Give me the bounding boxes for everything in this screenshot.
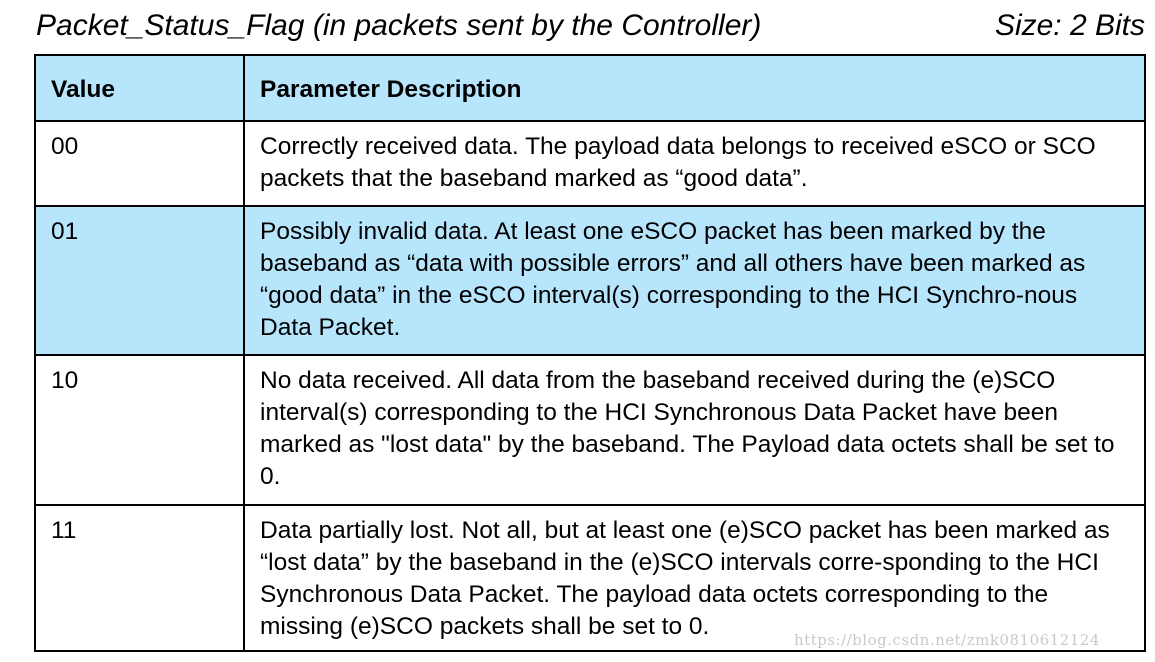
table-row	[35, 121, 1145, 206]
field-size: Size: 2 Bits	[994, 9, 1145, 42]
table-row	[35, 505, 1145, 651]
field-title: Packet_Status_Flag (in packets sent by the Controller)	[36, 9, 762, 42]
row-value-cell: 00	[35, 121, 244, 206]
row-value-cell: 11	[35, 505, 244, 651]
table-row	[35, 355, 1145, 505]
row-value-cell: 01	[35, 206, 244, 355]
row-value-cell: 10	[35, 355, 244, 505]
row-description-cell: Possibly invalid data. At least one eSCO packet has been marked by the baseband as “data with possible errors” and all others have been marked as “good data” in the eSCO interval(s) corresponding to the HCI Synchro-nous Data Packet.	[244, 206, 1145, 355]
row-description-cell: No data received. All data from the baseband received during the (e)SCO interval(s) corresponding to the HCI Synchronous Data Packet have been marked as "lost data" by the baseband. The Payload data octets shall be set to 0.	[244, 355, 1145, 505]
header-parameter-description: Parameter Description	[244, 55, 1145, 121]
parameter-table	[34, 54, 1146, 652]
watermark-url: https://blog.csdn.net/zmk0810612124	[794, 631, 1100, 649]
row-description-cell: Correctly received data. The payload data belongs to received eSCO or SCO packets that the baseband marked as “good data”.	[244, 121, 1145, 206]
header-value: Value	[35, 55, 244, 121]
table-row	[35, 206, 1145, 355]
row-description-cell: Data partially lost. Not all, but at least one (e)SCO packet has been marked as “lost data” by the baseband in the (e)SCO intervals corre-sponding to the HCI Synchronous Data Packet. The payload data octets corresponding to the missing (e)SCO packets shall be set to 0.	[244, 505, 1145, 651]
table-header-row	[35, 55, 1145, 121]
title-row	[36, 6, 1145, 46]
